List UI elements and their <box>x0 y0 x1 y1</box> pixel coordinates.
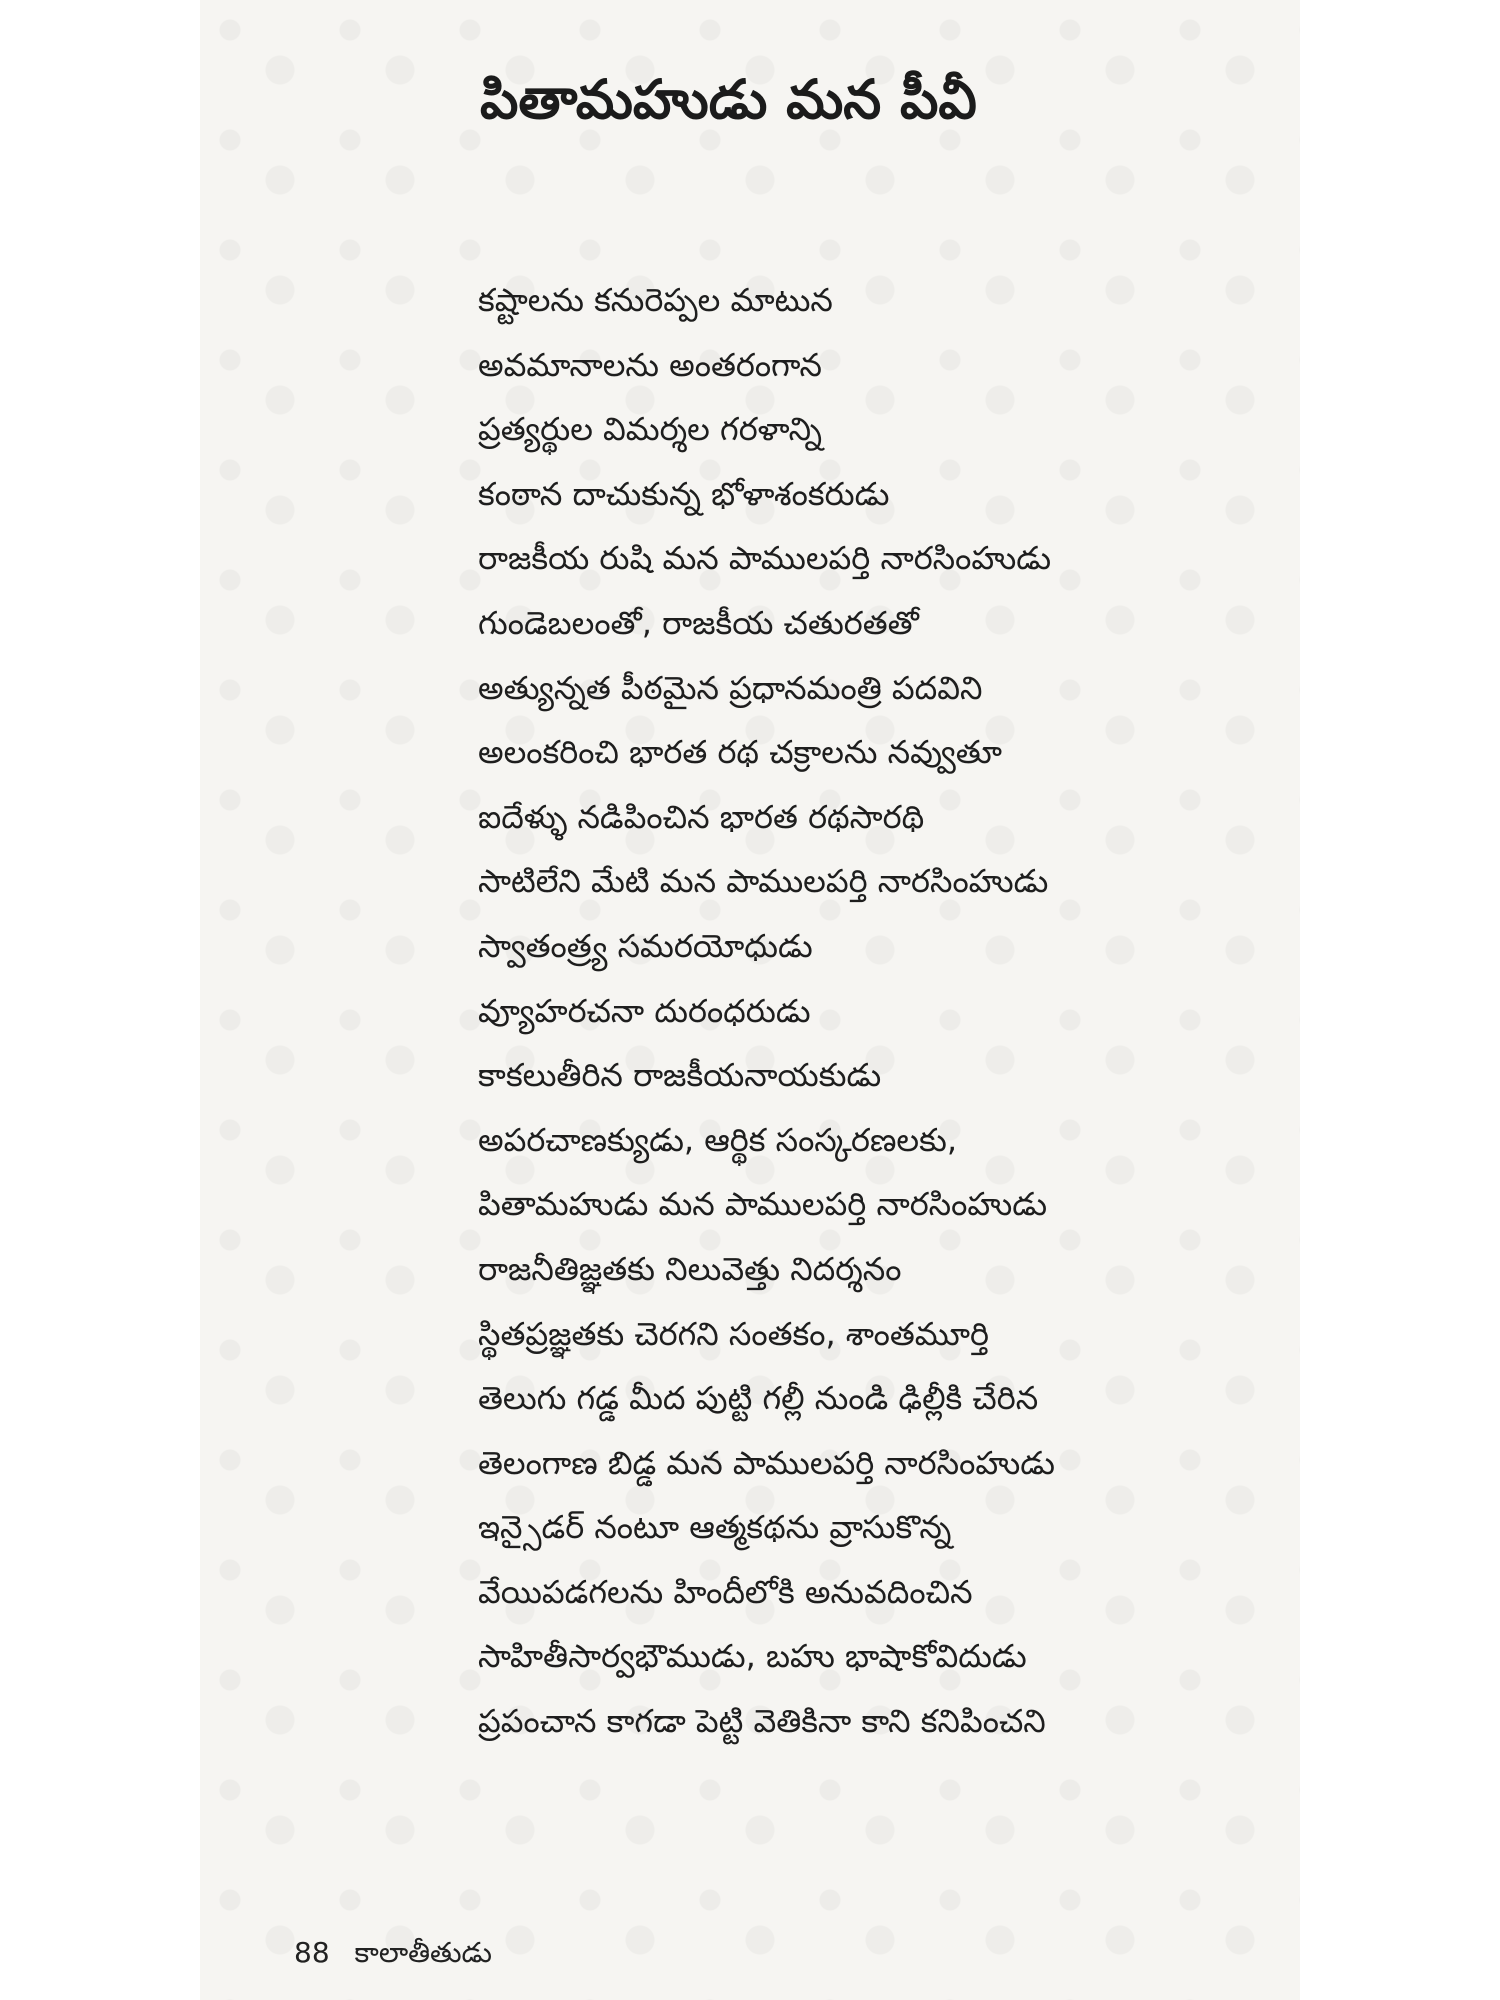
poem-line: పితామహుడు మన పాములపర్తి నారసింహుడు <box>478 1185 1048 1224</box>
poem-line: ఇన్సైడర్ నంటూ ఆత్మకథను వ్రాసుకొన్న <box>478 1508 952 1547</box>
poem-line: అపరచాణక్యుడు, ఆర్థిక సంస్కరణలకు, <box>478 1120 958 1159</box>
poem-line: తెలంగాణ బిడ్డ మన పాములపర్తి నారసింహుడు <box>478 1443 1056 1482</box>
poem-line: అవమానాలను అంతరంగాన <box>478 345 822 384</box>
page-footer <box>294 1936 492 1976</box>
page-number: 88 <box>294 1936 330 1969</box>
poem-line: గుండెబలంతో, రాజకీయ చతురతతో <box>478 603 919 642</box>
poem-line: వేయిపడగలను హిందీలోకి అనువదించిన <box>478 1572 973 1611</box>
poem-line: రాజకీయ రుషి మన పాములపర్తి నారసింహుడు <box>478 539 1052 578</box>
poem-line: సాటిలేని మేటి మన పాములపర్తి నారసింహుడు <box>478 862 1049 901</box>
poem-line: ఐదేళ్ళు నడిపించిన భారత రథసారథి <box>478 797 925 836</box>
poem-line: స్వాతంత్ర్య సమరయోధుడు <box>478 926 813 965</box>
poem-line: స్థితప్రజ్ఞతకు చెరగని సంతకం, శాంతమూర్తి <box>478 1314 989 1353</box>
poem-line: ప్రత్యర్థుల విమర్శల గరళాన్ని <box>478 410 822 449</box>
poem-line: ప్రపంచాన కాగడా పెట్టి వెతికినా కాని కనిపించని <box>478 1702 1046 1741</box>
poem-line: రాజనీతిజ్ఞతకు నిలువెత్తు నిదర్శనం <box>478 1249 902 1288</box>
poem-line: కంఠాన దాచుకున్న భోళాశంకరుడు <box>478 474 890 513</box>
poem-line: వ్యూహరచనా దురంధరుడు <box>478 991 811 1030</box>
book-page <box>200 0 1300 2000</box>
poem-line: కష్టాలను కనురెప్పల మాటున <box>478 281 833 319</box>
poem-title: పితామహుడు మన పీవీ <box>480 68 977 131</box>
poem-line: సాహితీసార్వభౌముడు, బహు భాషాకోవిదుడు <box>478 1637 1027 1676</box>
poem-line: తెలుగు గడ్డ మీద పుట్టి గల్లీ నుండి ఢిల్లీకి చేరిన <box>478 1379 1039 1418</box>
poem-line: అలంకరించి భారత రథ చక్రాలను నవ్వుతూ <box>478 733 1003 772</box>
book-title: కాలాతీతుడు <box>354 1936 492 1969</box>
poem-body <box>478 268 1055 1754</box>
poem-line: అత్యున్నత పీఠమైన ప్రధానమంత్రి పదవిని <box>478 668 983 707</box>
poem-line: కాకలుతీరిన రాజకీయనాయకుడు <box>478 1056 882 1095</box>
